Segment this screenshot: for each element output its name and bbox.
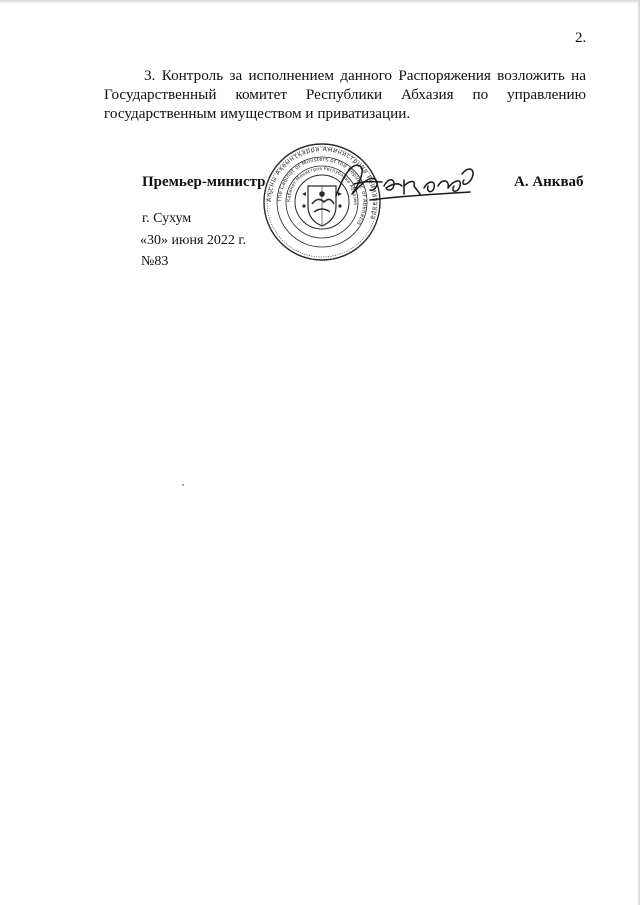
page-number: 2. bbox=[575, 30, 587, 46]
handwritten-signature-icon bbox=[330, 156, 480, 204]
issue-city: г. Сухум bbox=[142, 211, 192, 226]
body-paragraph: 3. Контроль за исполнением данного Распоряжения возложить на Государственный комитет Республики Абхазия по управлению государственным имуществом и приватизации. bbox=[104, 67, 586, 122]
seal-inner-text: Кабинет Министров Республики Абхазия bbox=[286, 166, 358, 206]
signatory-title: Премьер-министр bbox=[142, 174, 266, 190]
document-number: №83 bbox=[141, 254, 169, 269]
signatory-name: А. Анкваб bbox=[514, 174, 584, 190]
scan-speck bbox=[182, 484, 184, 486]
seal-middle-text: The Cabinet of Ministers of the Republic of Abkhazia bbox=[276, 156, 368, 226]
scan-edge-top bbox=[0, 0, 640, 4]
seal-outer-text: Аҧсны Аҳәынҭқарра Аминистрцәа Реилазаара bbox=[265, 145, 379, 221]
issue-date: «30» июня 2022 г. bbox=[140, 233, 247, 248]
